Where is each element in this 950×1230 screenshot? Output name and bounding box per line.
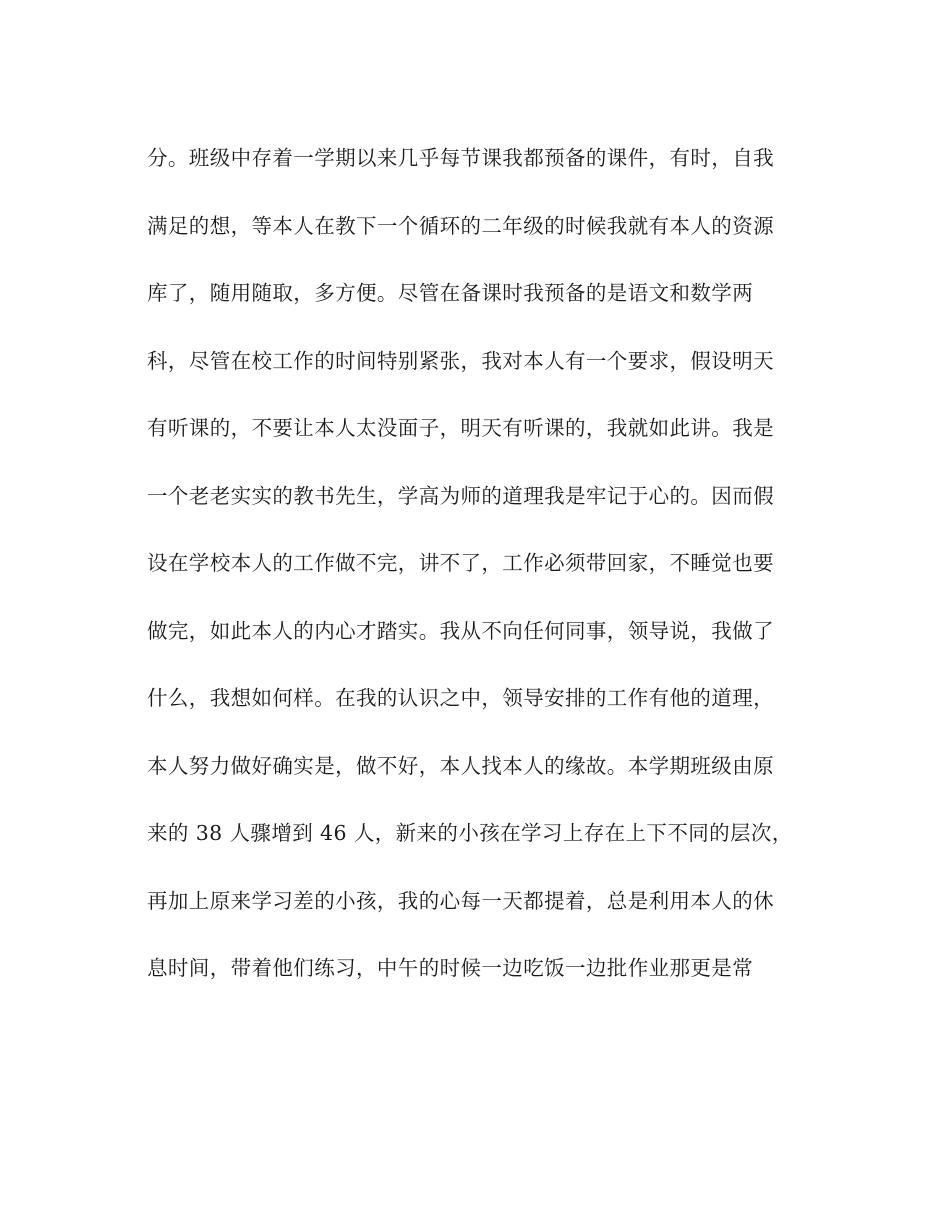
text-line: 有听课的，不要让本人太没面子，明天有听课的，我就如此讲。我是 (147, 416, 774, 440)
text-line: 一个老老实实的教书先生，学高为师的道理我是牢记于心的。因而假 (147, 483, 774, 508)
text-line: 什么，我想如何样。在我的认识之中，领导安排的工作有他的道理， (147, 686, 774, 710)
text-line: 科，尽管在校工作的时间特别紧张，我对本人有一个要求，假设明天 (147, 348, 774, 373)
text-line: 满足的想，等本人在教下一个循环的二年级的时候我就有本人的资源 (147, 213, 774, 238)
text-line: 设在学校本人的工作做不完，讲不了，工作必须带回家，不睡觉也要 (147, 551, 774, 575)
text-line: 库了，随用随取，多方便。尽管在备课时我预备的是语文和数学两 (147, 281, 754, 305)
text-line: 做完，如此本人的内心才踏实。我从不向任何同事，领导说，我做了 (147, 618, 774, 643)
text-line: 息时间，带着他们练习，中午的时候一边吃饭一边批作业那更是常 (147, 956, 754, 980)
text-line: 来的 38 人骤增到 46 人，新来的小孩在学习上存在上下不同的层次， (147, 821, 793, 845)
body-paragraph (147, 138, 807, 1016)
text-line: 分。班级中存着一学期以来几乎每节课我都预备的课件，有时，自我 (147, 146, 774, 170)
text-line: 再加上原来学习差的小孩，我的心每一天都提着，总是利用本人的休 (147, 888, 774, 913)
text-line: 本人努力做好确实是，做不好，本人找本人的缘故。本学期班级由原 (147, 753, 774, 778)
